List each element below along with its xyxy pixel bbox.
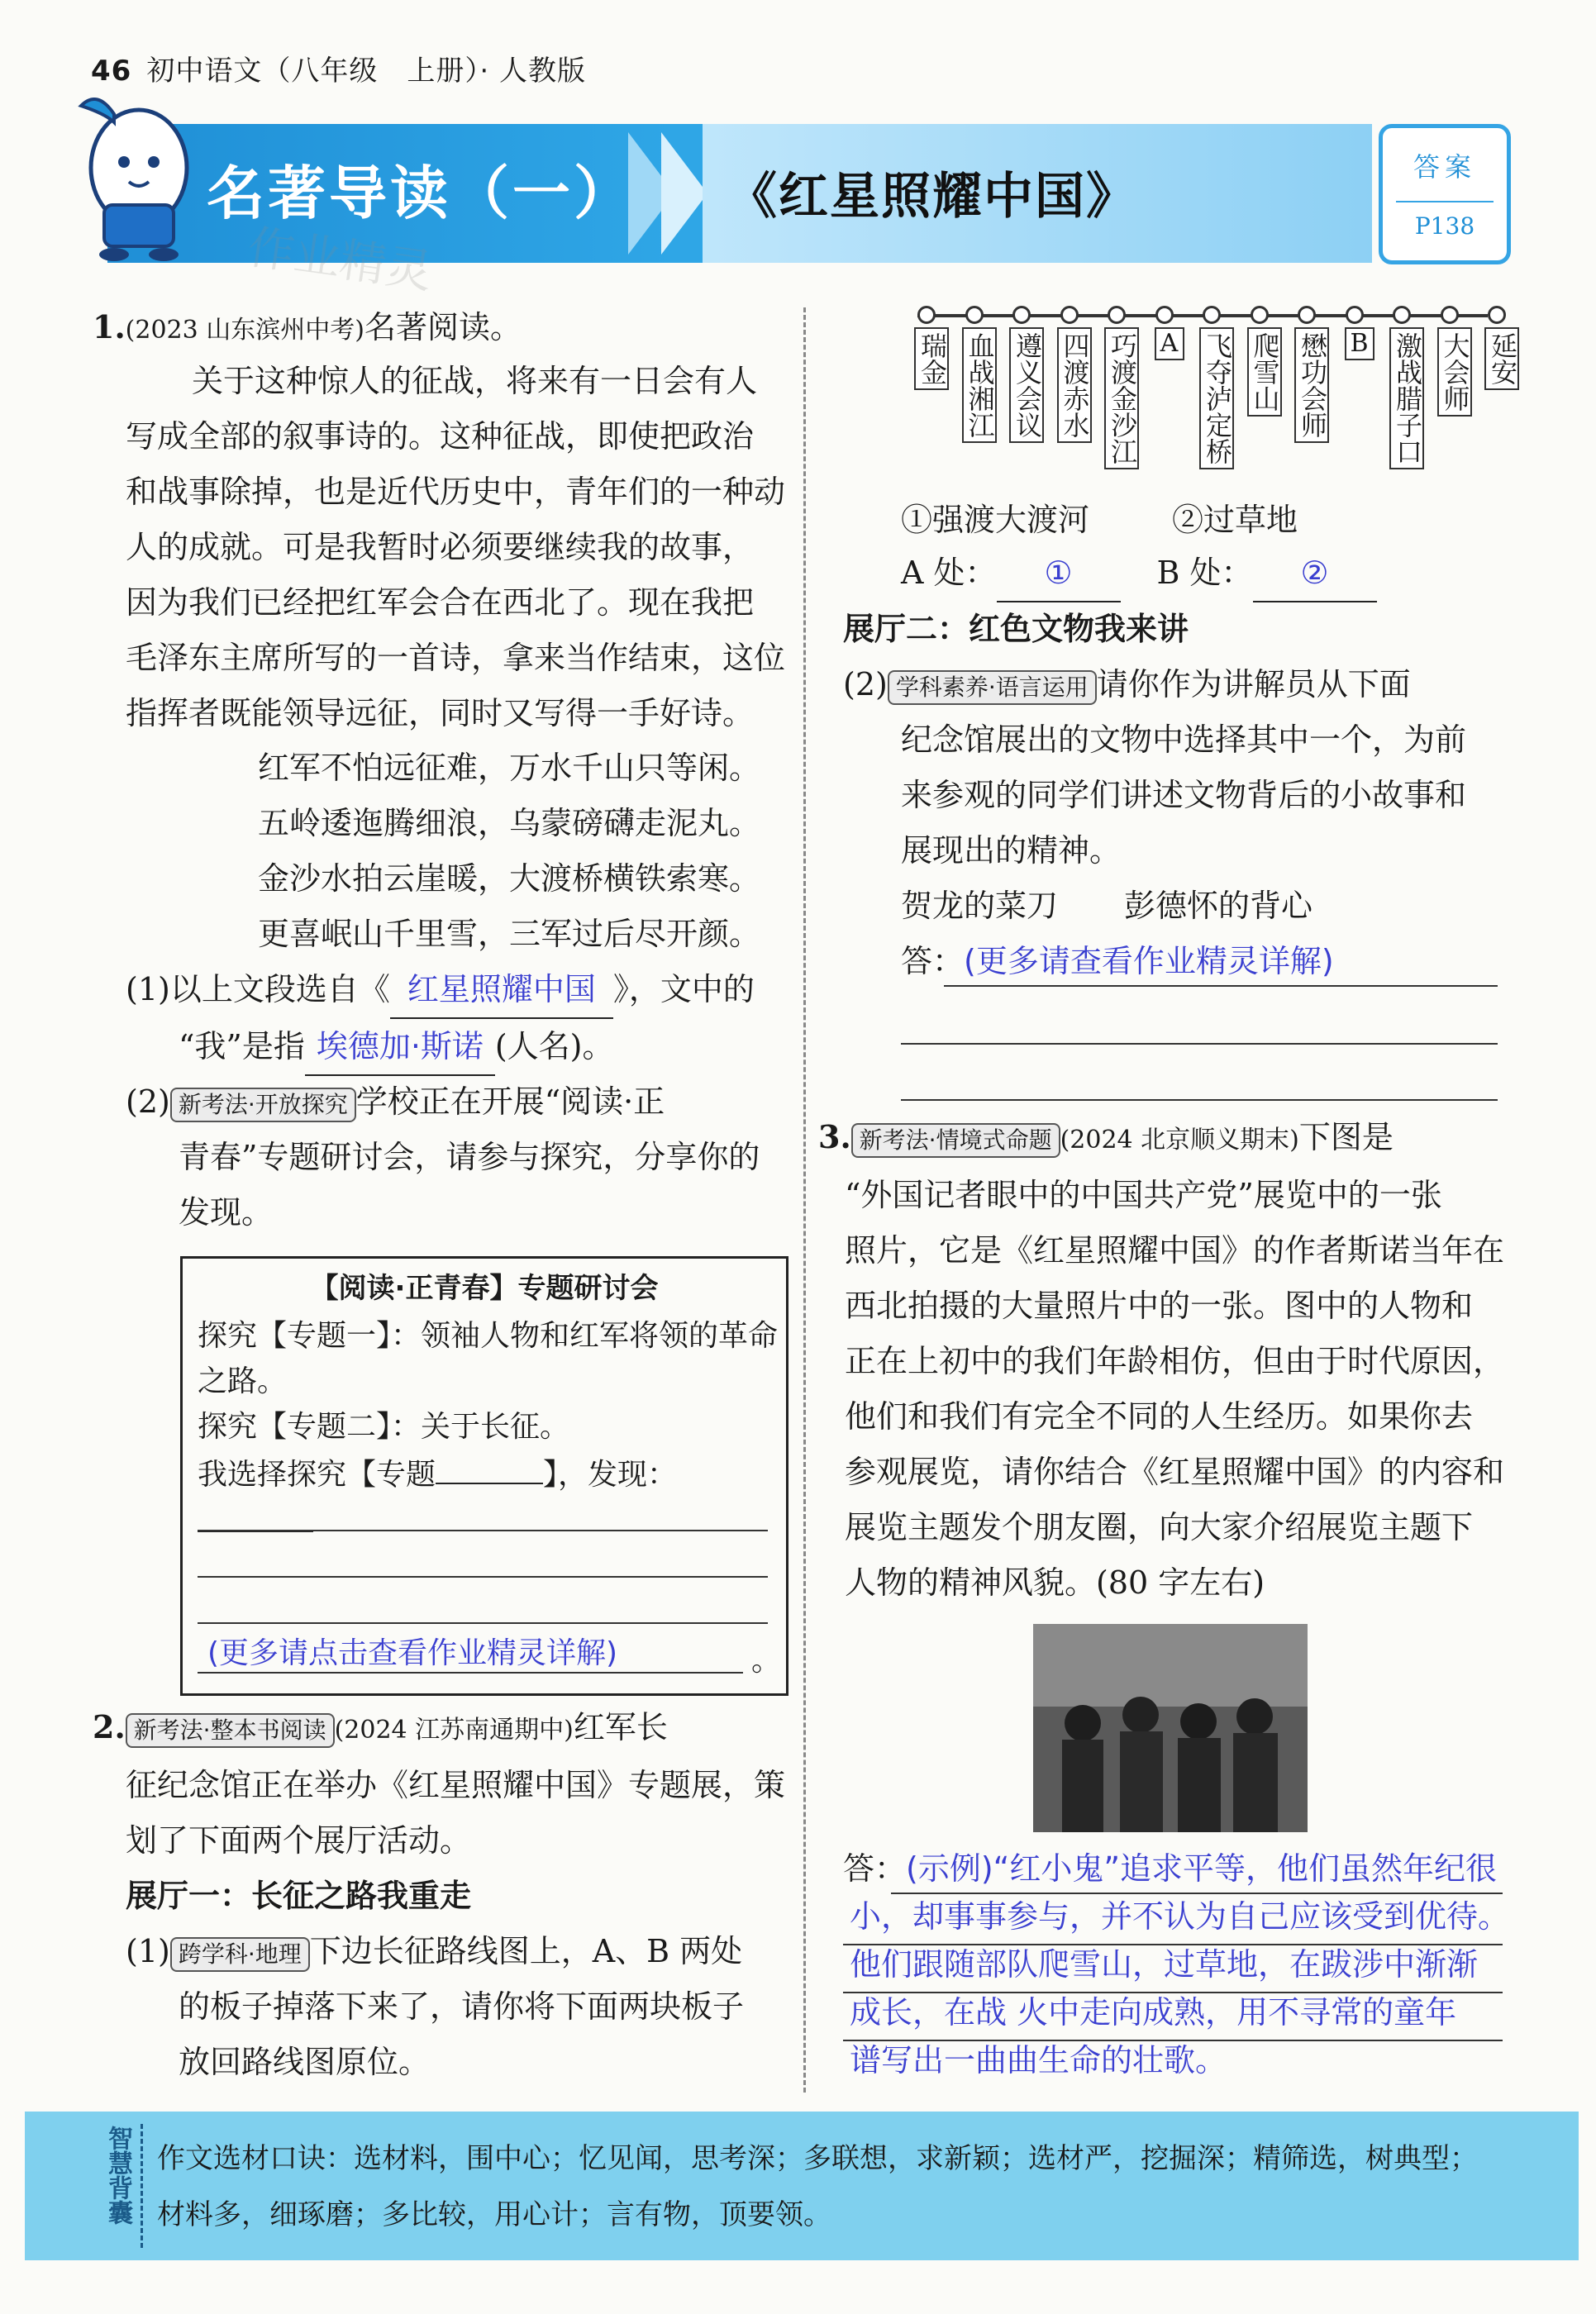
method-tag: 新考法·情境式命题 xyxy=(851,1123,1060,1158)
q3-line: 照片，它是《红星照耀中国》的作者斯诺当年在 xyxy=(845,1232,1505,1269)
hall2-heading: 展厅二：红色文物我来讲 xyxy=(843,611,1189,647)
q3-answer-line[interactable]: 小，却事事参与，并不认为自己应该受到优待。 xyxy=(850,1898,1510,1935)
poem-line: 更喜岷山千里雪，三军过后尽开颜。 xyxy=(258,916,761,952)
q1-s1-text: (1)以上文段选自《 xyxy=(126,971,390,1007)
route-node-icon xyxy=(1488,306,1506,324)
b-label: B 处： xyxy=(1156,555,1253,591)
poem-line: 红军不怕远征难，万水千山只等闲。 xyxy=(258,750,761,786)
q3-line: 展览主题发个朋友圈，向大家介绍展览主题下 xyxy=(845,1509,1474,1545)
artifact-item: 彭德怀的背心 xyxy=(1124,888,1313,924)
method-tag: 新考法·整本书阅读 xyxy=(126,1713,335,1748)
q2-intro xyxy=(93,1699,795,2090)
footer-divider xyxy=(141,2124,143,2248)
answer-label: 答： xyxy=(843,1850,907,1887)
q1-number: 1. xyxy=(93,308,126,345)
q1-poem xyxy=(258,740,795,962)
q1-s1-text: “我”是指 xyxy=(179,1028,305,1064)
q2-s2-line: 来参观的同学们讲述文物背后的小故事和 xyxy=(901,777,1467,813)
route-node-icon xyxy=(1251,306,1269,324)
route-board: 瑞金 xyxy=(914,327,949,390)
passage-line: 指挥者既能领导远征，同时又写得一手好诗。 xyxy=(126,695,755,731)
q3-line: 人物的精神风貌。(80 字左右) xyxy=(845,1564,1265,1601)
box-answer[interactable]: (更多请点击查看作业精灵详解) xyxy=(207,1636,618,1670)
answer-label: 答案 xyxy=(1413,151,1476,183)
route-board: 飞夺泸定桥 xyxy=(1199,327,1234,469)
page-number: 46 xyxy=(91,55,132,88)
footer-text xyxy=(157,2131,1554,2243)
route-answers xyxy=(901,545,1479,602)
column-divider xyxy=(803,307,806,2093)
q3-number: 3. xyxy=(818,1118,851,1155)
box-title: 【阅读·正青春】专题研讨会 xyxy=(310,1272,659,1305)
q3-answer-line[interactable]: 谱写出一曲曲生命的壮歌。 xyxy=(850,2042,1227,2078)
q2-s2-line: 纪念馆展出的文物中选择其中一个，为前 xyxy=(901,721,1467,758)
passage-line: 写成全部的叙事诗的。这种征战，即使把政治 xyxy=(126,418,755,455)
route-node-icon xyxy=(1203,306,1221,324)
answer-line xyxy=(198,1530,768,1531)
answer-line xyxy=(843,1944,1503,1945)
option-1: ①强渡大渡河 xyxy=(901,502,1090,538)
seminar-box xyxy=(180,1256,788,1696)
q2-line: 红军长 xyxy=(573,1709,668,1745)
q3-line: 西北拍摄的大量照片中的一张。图中的人物和 xyxy=(845,1288,1474,1324)
topic-blank[interactable] xyxy=(436,1450,543,1484)
photo-image xyxy=(1033,1624,1308,1832)
q3-line: 参观展览，请你结合《红星照耀中国》的内容和 xyxy=(845,1454,1505,1490)
q3-source: (2024 北京顺义期末) xyxy=(1060,1126,1299,1155)
answer-line xyxy=(198,1622,768,1624)
passage-line: 人的成就。可是我暂时必须要继续我的故事， xyxy=(126,529,755,565)
page-header xyxy=(91,48,586,88)
passage-line: 因为我们已经把红军会合在西北了。现在我把 xyxy=(126,584,755,621)
route-node-icon xyxy=(1155,306,1174,324)
q2-s2-number: (2) xyxy=(843,666,888,702)
route-slot-b[interactable]: B xyxy=(1345,327,1374,360)
route-node-icon xyxy=(1108,306,1126,324)
answer-label: 答： xyxy=(901,943,965,979)
answer-page: P138 xyxy=(1396,201,1494,240)
q2-source: (2024 江苏南通期中) xyxy=(334,1716,574,1745)
route-board: 四渡赤水 xyxy=(1057,327,1092,443)
q2-line: 划了下面两个展厅活动。 xyxy=(126,1822,472,1859)
route-board: 延安 xyxy=(1484,327,1519,390)
route-node-icon xyxy=(1298,306,1316,324)
answer-page-box[interactable] xyxy=(1379,124,1511,264)
q1-s1-answer-person[interactable]: 埃德加·斯诺 xyxy=(305,1019,495,1076)
footer-side-label: 智慧背囊 xyxy=(103,2126,132,2225)
chevron-icon xyxy=(661,132,707,255)
hall1-heading: 展厅一：长征之路我重走 xyxy=(126,1878,472,1914)
banner-book-title: 《红星照耀中国》 xyxy=(727,168,1137,226)
q1-s2-number: (2) xyxy=(126,1083,170,1120)
q1-sub2 xyxy=(126,1074,795,1240)
q2-s1-line: 放回路线图原位。 xyxy=(179,2044,431,2080)
q3-line: 他们和我们有完全不同的人生经历。如果你去 xyxy=(845,1398,1474,1435)
b-answer[interactable]: ② xyxy=(1253,545,1377,602)
route-board: 大会师 xyxy=(1437,327,1472,417)
answer-line xyxy=(198,1576,768,1578)
option-2: ②过草地 xyxy=(1172,502,1298,538)
answer-line xyxy=(843,2040,1503,2041)
route-board: 遵义会议 xyxy=(1009,327,1044,443)
box-line: 探究【专题一】：领袖人物和红军将领的革命 xyxy=(198,1319,779,1353)
q2-s1-line: 的板子掉落下来了，请你将下面两块板子 xyxy=(179,1988,745,2025)
route-node-icon xyxy=(965,306,984,324)
q3-answer-line[interactable]: 成长，在战 火中走向成熟，用不寻常的童年 xyxy=(850,1994,1457,2031)
answer-line xyxy=(901,1099,1498,1101)
q1-s1-text: 》，文中的 xyxy=(612,971,755,1007)
q1-sub1 xyxy=(126,962,795,1076)
route-node-icon xyxy=(1393,306,1411,324)
q1-title: 名著阅读。 xyxy=(364,309,522,345)
watermark: 作业精灵 xyxy=(244,220,436,300)
a-answer[interactable]: ① xyxy=(997,545,1121,602)
q1-passage xyxy=(126,354,795,741)
finding-blank[interactable] xyxy=(198,1497,313,1532)
banner-title: 名著导读（一） xyxy=(207,160,635,227)
q1-s2-line: 学校正在开展“阅读·正 xyxy=(355,1083,665,1120)
q3-answer-block xyxy=(843,1845,1529,2084)
route-node-icon xyxy=(1012,306,1031,324)
route-node-icon xyxy=(917,306,936,324)
route-board: 巧渡金沙江 xyxy=(1104,327,1139,469)
q3-line: 下图是 xyxy=(1298,1119,1394,1155)
route-node-icon xyxy=(1441,306,1459,324)
q3-answer-line[interactable]: (示例)“红小鬼”追求平等，他们虽然年纪很 xyxy=(906,1850,1498,1887)
answer-line xyxy=(198,1672,743,1674)
box-line: 探究【专题二】：关于长征。 xyxy=(198,1410,570,1444)
q1-s1-text: (人名)。 xyxy=(494,1028,614,1064)
q1-s2-line: 青春”专题研讨会，请参与探究，分享你的 xyxy=(179,1139,760,1175)
box-end: 。 xyxy=(751,1644,782,1678)
q3-line: “外国记者眼中的中国共产党”展览中的一张 xyxy=(845,1177,1442,1213)
route-board: 爬雪山 xyxy=(1247,327,1282,417)
a-label: A 处： xyxy=(901,555,997,591)
footer-line: 材料多，细琢磨；多比较，用心计；言有物，顶要领。 xyxy=(157,2198,831,2231)
q2-s2-answer[interactable]: (更多请查看作业精灵详解) xyxy=(964,943,1334,979)
q1-heading xyxy=(93,299,795,358)
route-node-icon xyxy=(1346,306,1364,324)
q3-text xyxy=(818,1109,1504,1611)
method-tag: 跨学科·地理 xyxy=(170,1937,310,1972)
mascot-icon xyxy=(64,89,213,263)
route-board: 激战腊子口 xyxy=(1389,327,1424,469)
method-tag: 学科素养·语言运用 xyxy=(888,670,1097,705)
route-board: 懋功会师 xyxy=(1294,327,1329,443)
method-tag: 新考法·开放探究 xyxy=(170,1088,356,1122)
passage-line: 和战事除掉，也是近代历史中，青年们的一种动 xyxy=(126,474,786,510)
q2-number: 2. xyxy=(93,1708,126,1745)
route-slot-a[interactable]: A xyxy=(1155,327,1184,360)
q1-s2-line: 发现。 xyxy=(179,1194,274,1231)
q1-s1-answer-book[interactable]: 红星照耀中国 xyxy=(390,962,613,1019)
footer-line: 作文选材口诀：选材料，围中心；忆见闻，思考深；多联想，求新颖；选材严，挖掘深；精筛选，树典型； xyxy=(157,2142,1478,2175)
q2-s2-line: 请你作为讲解员从下面 xyxy=(1096,666,1411,702)
q2-s1-line: 下边长征路线图上，A、B 两处 xyxy=(309,1933,743,1969)
q3-line: 正在上初中的我们年龄相仿，但由于时代原因， xyxy=(845,1343,1505,1379)
passage-line: 毛泽东主席所写的一首诗，拿来当作结束，这位 xyxy=(126,640,786,676)
answer-line xyxy=(944,985,1498,987)
answer-line xyxy=(901,1043,1498,1045)
passage-line: 关于这种惊人的征战，将来有一日会有人 xyxy=(192,363,758,399)
answer-line xyxy=(843,1992,1503,1993)
q2-s2-line: 展现出的精神。 xyxy=(901,832,1122,869)
poem-line: 五岭逶迤腾细浪，乌蒙磅礴走泥丸。 xyxy=(258,805,761,841)
route-node-icon xyxy=(1060,306,1079,324)
book-title: 初中语文（八年级 上册）· 人教版 xyxy=(146,55,586,88)
poem-line: 金沙水拍云崖暖，大渡桥横铁索寒。 xyxy=(258,860,761,897)
q3-answer-line[interactable]: 他们跟随部队爬雪山，过草地，在跋涉中渐渐 xyxy=(850,1946,1479,1983)
red-army-photo xyxy=(1033,1624,1308,1832)
box-choice-label: 】，发现： xyxy=(543,1458,678,1492)
artifact-item: 贺龙的菜刀 xyxy=(901,888,1059,924)
q2-part2 xyxy=(843,602,1504,989)
route-board: 血战湘江 xyxy=(962,327,997,443)
q1-source: (2023 山东滨州中考) xyxy=(125,316,364,345)
q2-s1-number: (1) xyxy=(126,1933,170,1969)
box-choice-label: 我选择探究【专题 xyxy=(198,1458,436,1492)
q2-line: 征纪念馆正在举办《红星照耀中国》专题展，策 xyxy=(126,1767,786,1803)
box-line: 之路。 xyxy=(198,1364,288,1398)
route-options xyxy=(901,493,1479,548)
answer-line xyxy=(891,1893,1503,1894)
